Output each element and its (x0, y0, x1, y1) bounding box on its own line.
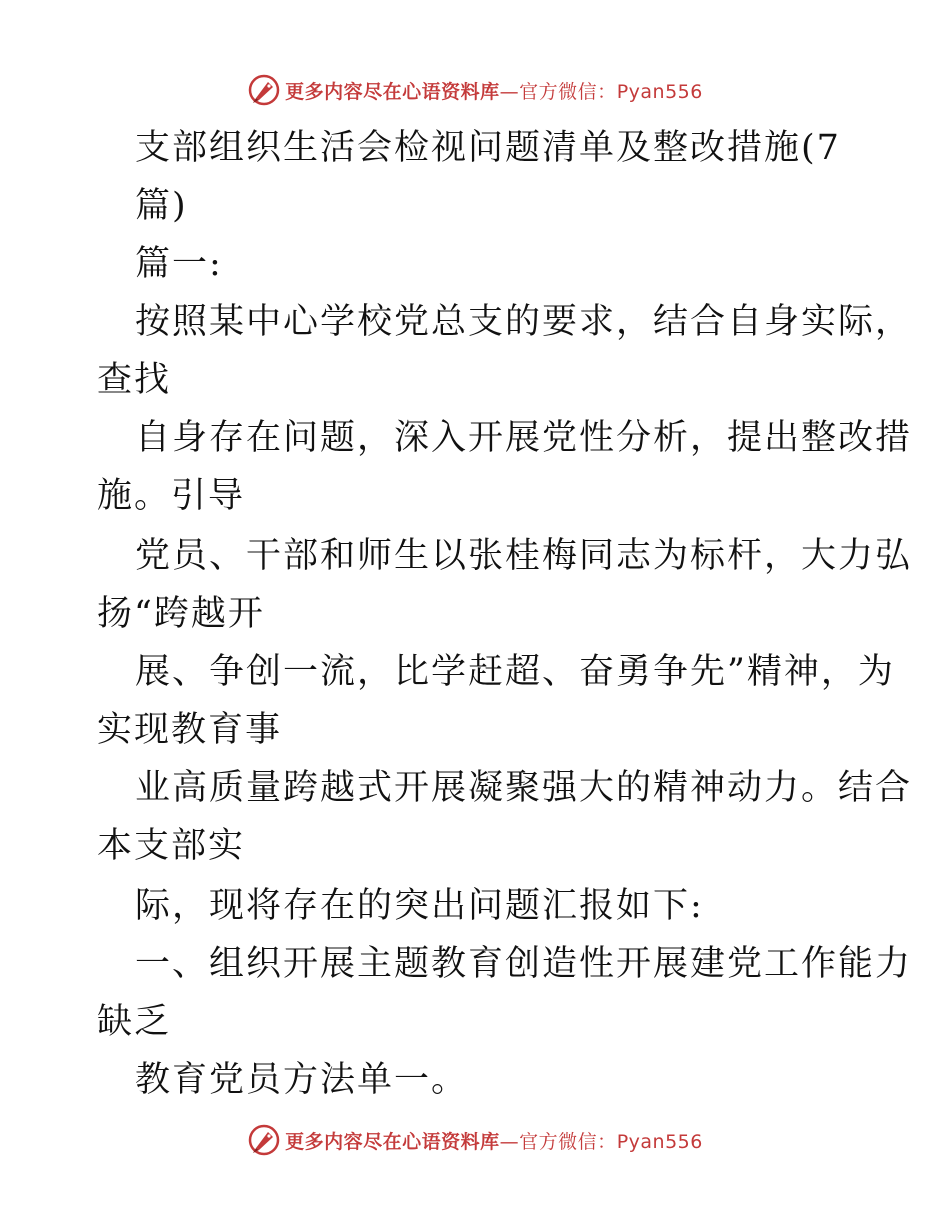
paragraph-line: 党员、干部和师生以张桂梅同志为标杆，大力弘 (135, 536, 913, 576)
list-item-heading: 一、组织开展主题教育创造性开展建党工作能力 (135, 944, 913, 984)
paragraph-line: 施。引导 (97, 476, 246, 516)
paragraph-line: 扬“跨越开 (97, 594, 265, 634)
watermark-text: 更多内容尽在心语资料库—官方微信：Pyan556 (285, 80, 703, 103)
paragraph-line: 查找 (97, 360, 172, 400)
paragraph-line: 业高质量跨越式开展凝聚强大的精神动力。结合 (135, 768, 913, 808)
paragraph-line: 本支部实 (97, 826, 246, 866)
paragraph-line: 缺乏 (97, 1002, 172, 1042)
document-title-line-1: 支部组织生活会检视问题清单及整改措施(7 (135, 128, 841, 168)
paragraph-line: 实现教育事 (97, 710, 283, 750)
watermark-text: 更多内容尽在心语资料库—官方微信：Pyan556 (285, 1130, 703, 1153)
paragraph-line: 教育党员方法单一。 (135, 1060, 469, 1100)
paragraph-line: 展、争创一流，比学赶超、奋勇争先”精神，为 (135, 652, 895, 692)
section-heading: 篇一: (135, 244, 223, 284)
header-watermark (0, 70, 950, 110)
document-title-line-2: 篇) (135, 186, 188, 226)
footer-watermark (0, 1120, 950, 1160)
pen-nib-logo-icon (247, 1123, 281, 1157)
pen-nib-logo-icon (247, 73, 281, 107)
paragraph-line: 自身存在问题，深入开展党性分析，提出整改措 (135, 418, 913, 458)
paragraph-line: 际，现将存在的突出问题汇报如下: (135, 886, 704, 926)
paragraph-line: 按照某中心学校党总支的要求，结合自身实际， (135, 302, 913, 342)
